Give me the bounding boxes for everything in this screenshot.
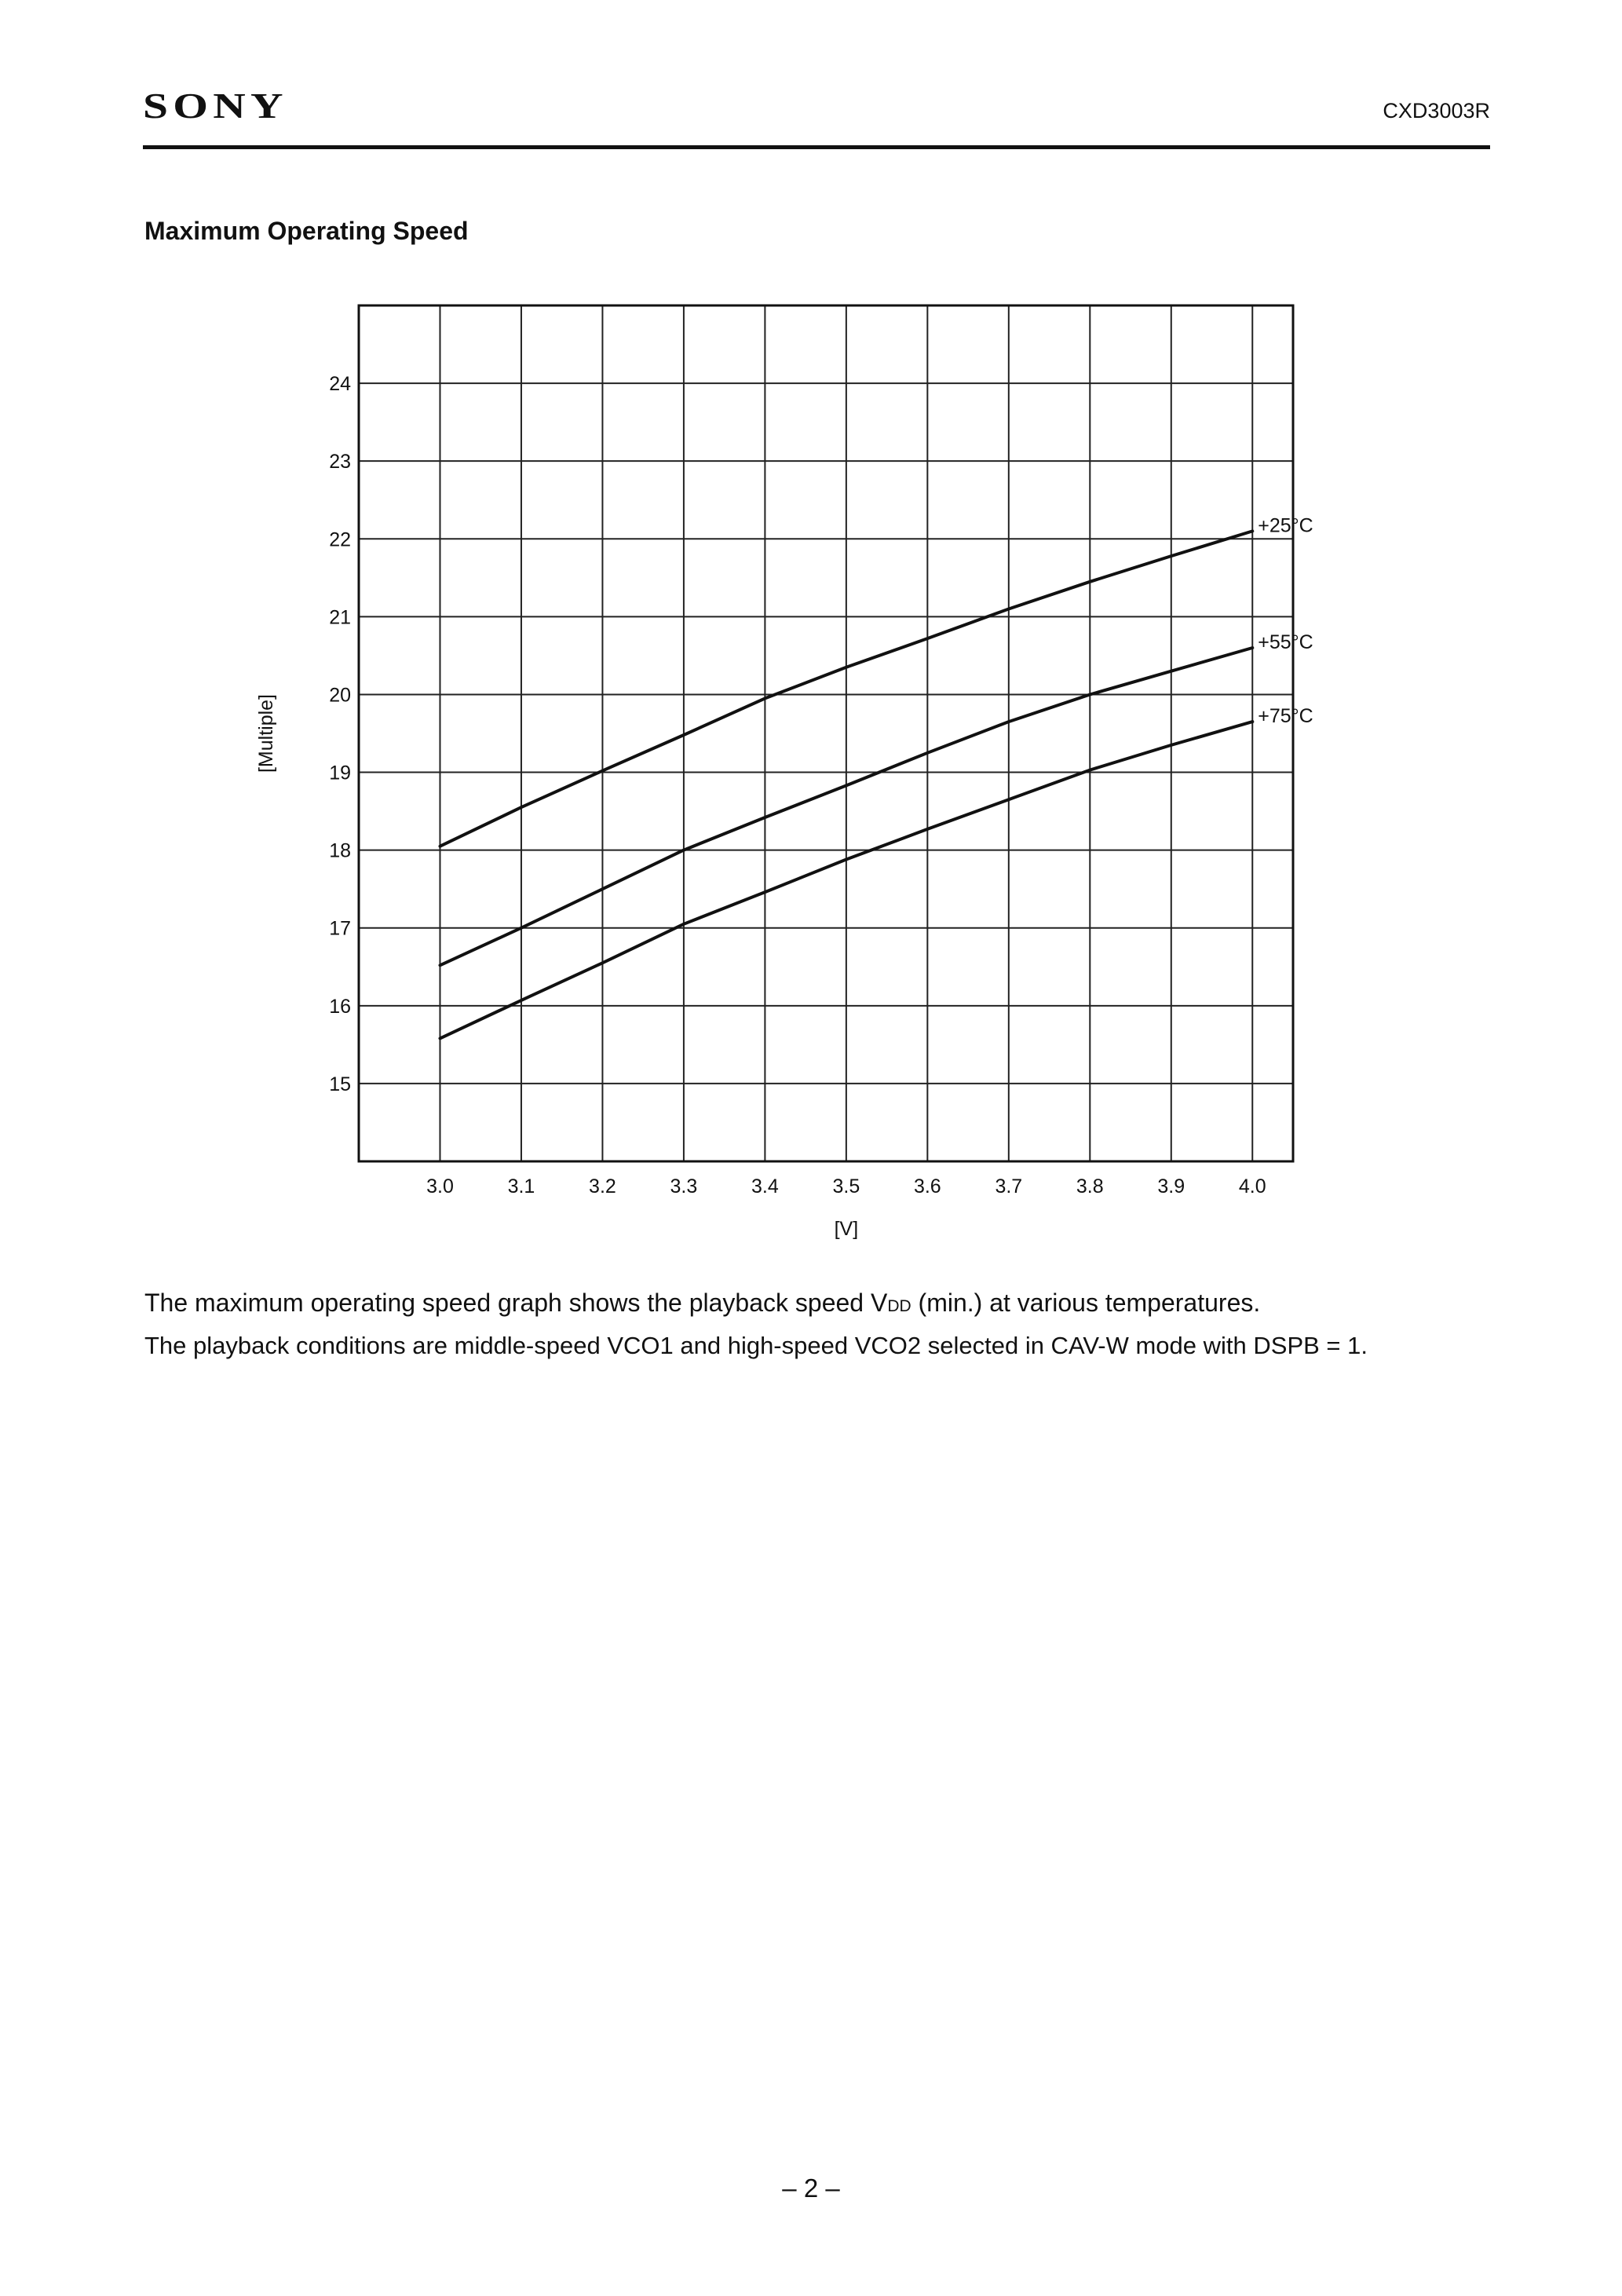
y-tick-label: 21 [329, 606, 351, 629]
x-tick-label: 3.8 [1076, 1175, 1104, 1197]
y-tick-label: 18 [329, 839, 351, 862]
vdd-subscript: DD [887, 1297, 911, 1315]
x-tick-label: 3.7 [995, 1175, 1023, 1197]
description-line-1-pre: The maximum operating speed graph shows the playback speed V [144, 1289, 888, 1317]
plot-frame [359, 305, 1293, 1161]
part-number: CXD3003R [1383, 99, 1490, 122]
x-tick-label: 3.4 [751, 1175, 779, 1197]
x-tick-label: 3.0 [426, 1175, 454, 1197]
y-tick-label: 20 [329, 684, 351, 707]
x-tick-label: 3.2 [589, 1175, 616, 1197]
description-line-1-post: (min.) at various temperatures. [911, 1289, 1261, 1317]
page-number: – 2 – [782, 2174, 840, 2203]
y-tick-label: 22 [329, 528, 351, 551]
x-tick-label: 3.9 [1157, 1175, 1185, 1197]
y-tick-label: 15 [329, 1073, 351, 1095]
y-tick-label: 23 [329, 451, 351, 473]
y-axis-label: [Multiple] [255, 693, 277, 773]
series-label: +75°C [1258, 705, 1313, 728]
y-tick-label: 19 [329, 762, 351, 784]
brand-logo: SONY [143, 86, 288, 126]
x-tick-label: 4.0 [1238, 1175, 1266, 1197]
series-label: +25°C [1258, 514, 1313, 537]
x-axis-label: [V] [834, 1218, 859, 1240]
x-tick-label: 3.6 [913, 1175, 941, 1197]
x-tick-label: 3.1 [507, 1175, 535, 1197]
y-tick-label: 24 [329, 373, 351, 396]
section-title: Maximum Operating Speed [144, 217, 469, 245]
series-label: +55°C [1258, 631, 1313, 653]
y-tick-label: 17 [329, 917, 351, 940]
description-line-2: The playback conditions are middle-speed VCO1 and high-speed VCO2 selected in CAV-W mode with DSPB = 1. [144, 1332, 1368, 1359]
x-tick-label: 3.3 [670, 1175, 698, 1197]
description-line-1 [144, 1288, 1526, 1318]
y-tick-label: 16 [329, 995, 351, 1018]
x-tick-label: 3.5 [832, 1175, 860, 1197]
